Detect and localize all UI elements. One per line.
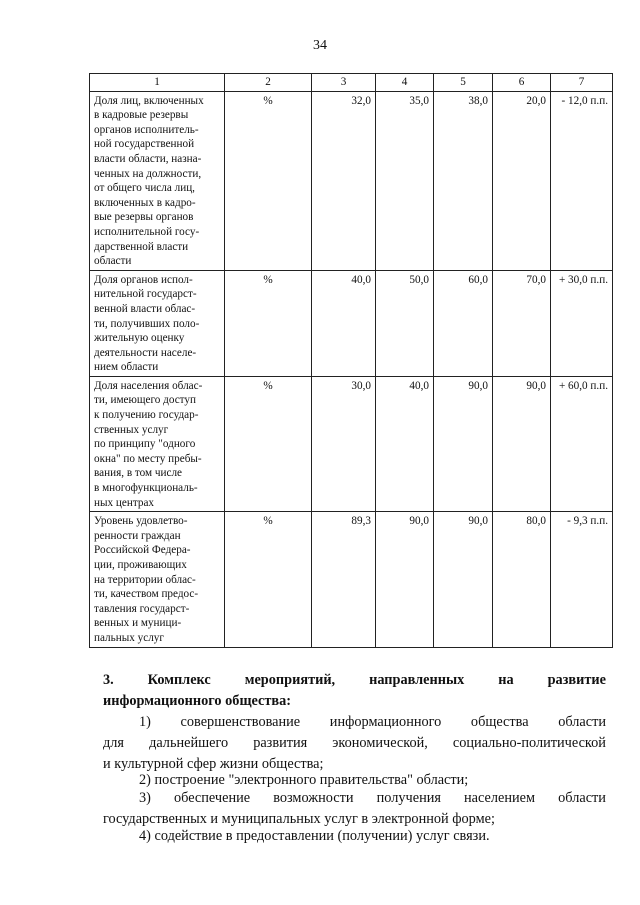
- column-header: 4: [376, 74, 434, 92]
- indicator-name-line: в кадровые резервы: [94, 109, 189, 122]
- indicator-name-line: ти, получивших поло-: [94, 317, 200, 330]
- value-cell-col6: 20,0: [493, 91, 551, 270]
- column-header: 7: [551, 74, 613, 92]
- indicator-name-line: Доля населения облас-: [94, 379, 203, 392]
- indicator-name-cell: [90, 91, 225, 270]
- indicator-name-line: окна" по месту пребы-: [94, 452, 202, 465]
- item-word: получения: [376, 790, 441, 806]
- item-word: совершенствование: [180, 714, 301, 730]
- indicator-name-line: венных и муници-: [94, 617, 182, 630]
- item-3-paragraph: [103, 788, 606, 830]
- indicator-name-line: ной государственной: [94, 138, 195, 151]
- indicator-name-line: деятельности населе-: [94, 346, 197, 359]
- value-cell-col4: 50,0: [376, 270, 434, 376]
- heading-word: на: [498, 672, 514, 688]
- unit-cell: %: [225, 270, 312, 376]
- value-cell-col3: 40,0: [312, 270, 376, 376]
- indicator-name-cell: [90, 512, 225, 647]
- table-row: [90, 270, 613, 376]
- indicator-name-line: вые резервы органов: [94, 211, 194, 224]
- item-1-paragraph: [103, 712, 606, 775]
- value-cell-col5: 60,0: [434, 270, 493, 376]
- item-word: социально-политической: [452, 735, 606, 751]
- indicator-name-line: ных центрах: [94, 496, 155, 509]
- indicator-name-line: нием области: [94, 361, 159, 374]
- item-word: возможности: [273, 790, 354, 806]
- change-cell: + 60,0 п.п.: [551, 376, 613, 511]
- indicator-name-line: тавления государст-: [94, 602, 190, 615]
- indicator-name-line: ти, качеством предос-: [94, 588, 199, 601]
- item-word: области: [558, 790, 606, 806]
- item-word: дальнейшего: [149, 735, 229, 751]
- value-cell-col5: 90,0: [434, 512, 493, 647]
- indicator-name-line: Уровень удовлетво-: [94, 515, 188, 528]
- indicator-name-line: в многофункциональ-: [94, 482, 198, 495]
- change-cell: - 9,3 п.п.: [551, 512, 613, 647]
- item-4-paragraph: [103, 826, 606, 847]
- table-row: [90, 376, 613, 511]
- item-1-line-1: [103, 712, 606, 733]
- indicator-name-line: Российской Федера-: [94, 544, 191, 557]
- value-cell-col5: 38,0: [434, 91, 493, 270]
- table-row: [90, 91, 613, 270]
- value-cell-col6: 80,0: [493, 512, 551, 647]
- value-cell-col3: 30,0: [312, 376, 376, 511]
- item-word: области: [558, 714, 606, 730]
- heading-word: Комплекс: [147, 672, 211, 688]
- column-header: 2: [225, 74, 312, 92]
- heading-word: 3.: [103, 672, 114, 688]
- unit-cell: %: [225, 512, 312, 647]
- indicator-name-line: ции, проживающих: [94, 559, 187, 571]
- item-word: развития: [253, 735, 308, 751]
- change-cell: + 30,0 п.п.: [551, 270, 613, 376]
- indicator-name-line: на территории облас-: [94, 573, 196, 586]
- indicator-name-line: ти, имеющего доступ: [94, 394, 196, 407]
- value-cell-col4: 90,0: [376, 512, 434, 647]
- indicator-name-line: венной власти облас-: [94, 302, 196, 315]
- indicator-name-line: области: [94, 255, 132, 268]
- item-word: экономической,: [332, 735, 428, 751]
- unit-cell: %: [225, 91, 312, 270]
- indicator-name-line: пальных услуг: [94, 631, 164, 644]
- item-word: 3): [139, 790, 151, 806]
- indicator-name-line: исполнительной госу-: [94, 225, 200, 238]
- item-word: информационного: [329, 714, 442, 730]
- indicator-name-line: органов исполнитель-: [94, 123, 199, 136]
- item-4-text: 4) содействие в предоставлении (получении) услуг связи.: [139, 828, 490, 844]
- indicator-name-cell: [90, 376, 225, 511]
- page-number: 34: [313, 38, 327, 53]
- item-3-line-1: [103, 788, 606, 809]
- item-word: общества: [470, 714, 529, 730]
- change-cell: - 12,0 п.п.: [551, 91, 613, 270]
- indicator-name-cell: [90, 270, 225, 376]
- item-1-line-3: и культурной сфер жизни общества;: [103, 756, 324, 772]
- indicator-name-line: дарственной власти: [94, 240, 189, 253]
- indicator-name-line: от общего числа лиц,: [94, 182, 195, 195]
- section-heading: [103, 670, 606, 712]
- item-2-text: 2) построение "электронного правительства" области;: [139, 772, 469, 788]
- heading-word: мероприятий,: [244, 672, 336, 688]
- unit-cell: %: [225, 376, 312, 511]
- indicator-name-line: к получению государ-: [94, 409, 199, 422]
- indicator-name-line: власти области, назна-: [94, 152, 202, 165]
- heading-word: направленных: [369, 672, 465, 688]
- item-word: обеспечение: [174, 790, 251, 806]
- item-word: 1): [139, 714, 151, 730]
- value-cell-col6: 70,0: [493, 270, 551, 376]
- indicators-table: [89, 73, 613, 648]
- heading-word: развитие: [547, 672, 606, 688]
- indicator-name-line: включенных в кадро-: [94, 196, 196, 209]
- item-3-line-2: государственных и муниципальных услуг в электронной форме;: [103, 811, 495, 827]
- value-cell-col3: 89,3: [312, 512, 376, 647]
- value-cell-col3: 32,0: [312, 91, 376, 270]
- indicator-name-line: нительной государст-: [94, 288, 197, 301]
- table-row: [90, 512, 613, 647]
- heading-line-2: информационного общества:: [103, 693, 292, 709]
- indicator-name-line: вания, в том числе: [94, 467, 183, 480]
- item-word: для: [103, 735, 124, 751]
- value-cell-col5: 90,0: [434, 376, 493, 511]
- value-cell-col4: 35,0: [376, 91, 434, 270]
- indicator-name-line: ченных на должности,: [94, 167, 202, 180]
- column-header: 3: [312, 74, 376, 92]
- item-1-line-2: [103, 733, 606, 754]
- indicator-name-line: Доля органов испол-: [94, 273, 193, 286]
- value-cell-col4: 40,0: [376, 376, 434, 511]
- heading-line-1: [103, 670, 606, 691]
- indicator-name-line: ственных услуг: [94, 423, 169, 436]
- indicator-name-line: ренности граждан: [94, 529, 181, 542]
- item-word: населением: [464, 790, 536, 806]
- indicator-name-line: по принципу "одного: [94, 438, 196, 451]
- column-header: 5: [434, 74, 493, 92]
- value-cell-col6: 90,0: [493, 376, 551, 511]
- indicator-name-line: Доля лиц, включенных: [94, 94, 204, 107]
- column-header: 6: [493, 74, 551, 92]
- column-header: 1: [90, 74, 225, 92]
- table-header-row: [90, 74, 613, 92]
- indicator-name-line: жительную оценку: [94, 332, 185, 345]
